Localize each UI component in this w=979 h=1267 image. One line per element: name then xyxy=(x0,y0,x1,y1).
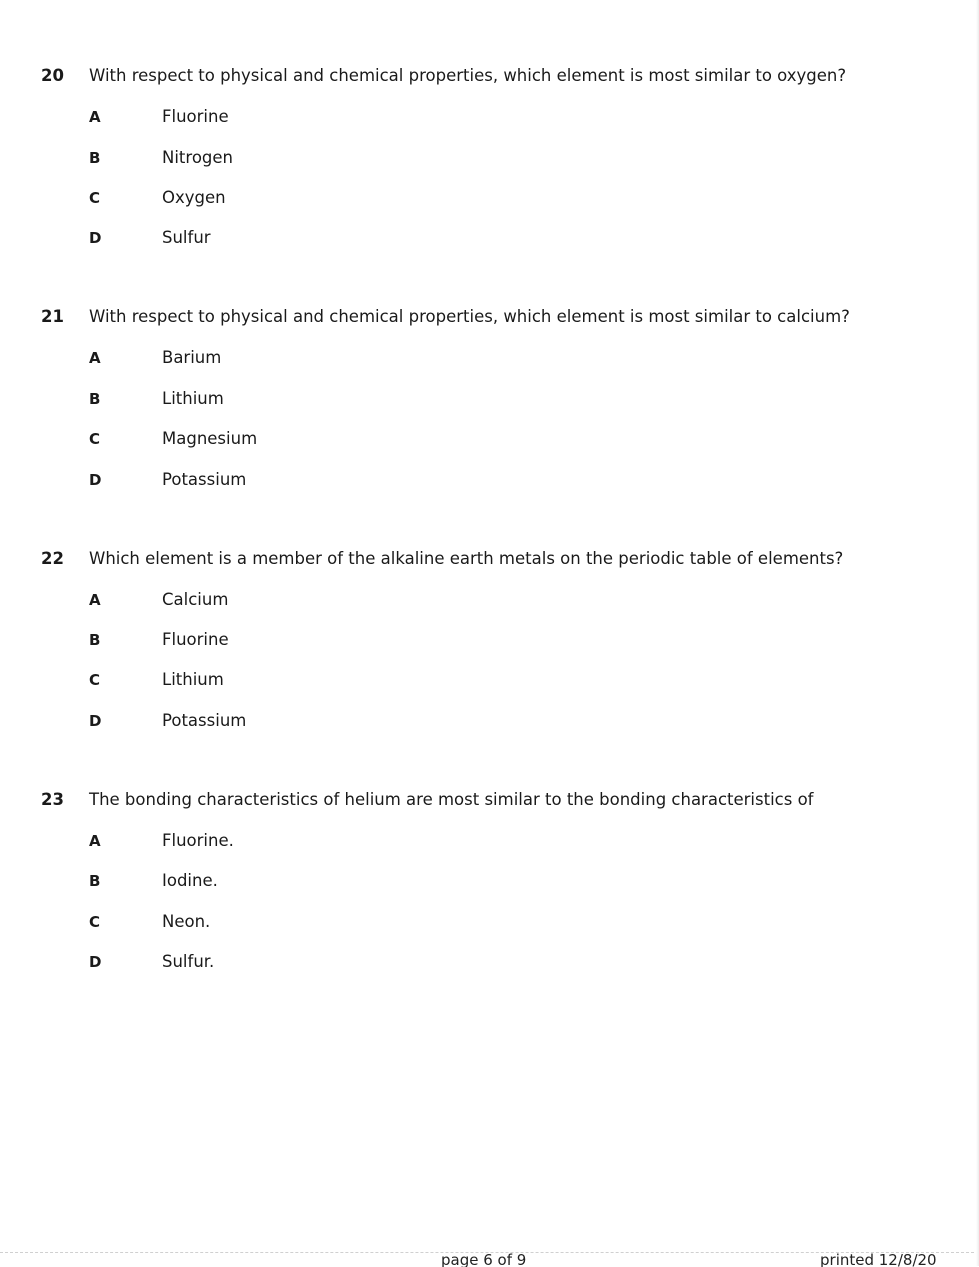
question-text: The bonding characteristics of helium are most similar to the bonding characteristics of xyxy=(89,790,814,809)
page-footer xyxy=(0,1252,979,1267)
question-text: With respect to physical and chemical properties, which element is most similar to calcium? xyxy=(89,307,850,326)
question-text: Which element is a member of the alkaline earth metals on the periodic table of elements? xyxy=(89,549,844,568)
choice-text: Nitrogen xyxy=(162,148,233,167)
choice-letter: A xyxy=(89,832,101,850)
choice-text: Fluorine xyxy=(162,630,229,649)
choice-letter: D xyxy=(89,229,102,247)
choice-letter: B xyxy=(89,390,101,408)
choice-letter: B xyxy=(89,631,101,649)
question-text: With respect to physical and chemical properties, which element is most similar to oxygen? xyxy=(89,66,847,85)
choice-letter: A xyxy=(89,349,101,367)
choice-letter: D xyxy=(89,712,102,730)
choice-text: Barium xyxy=(162,348,222,367)
choice-letter: B xyxy=(89,149,101,167)
question-number: 23 xyxy=(41,790,64,809)
choice-letter: D xyxy=(89,953,102,971)
choice-letter: C xyxy=(89,671,101,689)
choice-text: Oxygen xyxy=(162,188,226,207)
choice-text: Lithium xyxy=(162,389,224,408)
choice-letter: B xyxy=(89,872,101,890)
choice-letter: D xyxy=(89,471,102,489)
choice-text: Lithium xyxy=(162,670,224,689)
question-number: 21 xyxy=(41,307,64,326)
choice-text: Magnesium xyxy=(162,429,258,448)
choice-text: Fluorine. xyxy=(162,831,234,850)
choice-letter: C xyxy=(89,189,101,207)
choice-text: Iodine. xyxy=(162,871,218,890)
choice-text: Neon. xyxy=(162,912,211,931)
choice-text: Sulfur. xyxy=(162,952,215,971)
choice-letter: A xyxy=(89,591,101,609)
question-number: 22 xyxy=(41,549,64,568)
choice-text: Potassium xyxy=(162,470,247,489)
choice-letter: C xyxy=(89,913,101,931)
page-number: page 6 of 9 xyxy=(441,1252,527,1267)
choice-text: Sulfur xyxy=(162,228,211,247)
printed-date: printed 12/8/20 xyxy=(820,1252,937,1267)
choice-text: Calcium xyxy=(162,590,229,609)
choice-text: Potassium xyxy=(162,711,247,730)
question-number: 20 xyxy=(41,66,64,85)
choice-text: Fluorine xyxy=(162,107,229,126)
choice-letter: A xyxy=(89,108,101,126)
choice-letter: C xyxy=(89,430,101,448)
